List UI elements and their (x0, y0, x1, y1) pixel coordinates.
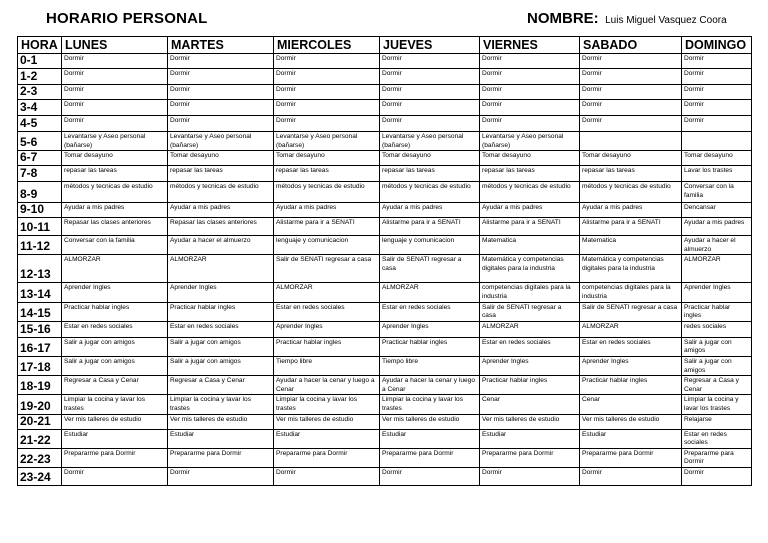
activity-cell-domingo: Prepararme para Dormir (682, 448, 752, 467)
activity-cell-jueves: Dormir (380, 100, 480, 116)
activity-cell-jueves: Estudiar (380, 429, 480, 448)
activity-cell-miercoles: Limpiar la cocina y lavar los trastes (274, 395, 380, 414)
activity-cell-domingo: Dormir (682, 100, 752, 116)
activity-cell-viernes: métodos y tecnicas de estudio (480, 182, 580, 203)
activity-cell-domingo: Aprender Ingles (682, 283, 752, 302)
activity-cell-jueves: Estar en redes sociales (380, 302, 480, 321)
activity-cell-viernes: Levantarse y Aseo personal (bañarse) (480, 132, 580, 151)
activity-cell-sabado: Estar en redes sociales (580, 337, 682, 356)
hour-cell: 3-4 (18, 100, 62, 116)
activity-cell-sabado: Practicar hablar ingles (580, 376, 682, 395)
activity-cell-martes: Levantarse y Aseo personal (bañarse) (168, 132, 274, 151)
table-row (18, 236, 752, 255)
activity-cell-miercoles: Tiempo libre (274, 356, 380, 375)
activity-cell-sabado: ALMORZAR (580, 321, 682, 337)
table-row (18, 54, 752, 69)
table-row (18, 166, 752, 182)
activity-cell-jueves: Dormir (380, 467, 480, 485)
activity-cell-domingo: Dormir (682, 69, 752, 85)
activity-cell-jueves: Dormir (380, 69, 480, 85)
activity-cell-jueves: Tomar desayuno (380, 151, 480, 166)
table-row (18, 116, 752, 132)
hour-cell: 22-23 (18, 448, 62, 467)
activity-cell-lunes: Salir a jugar con amigos (62, 337, 168, 356)
column-header-domingo: DOMINGO (682, 37, 752, 54)
activity-cell-martes: Dormir (168, 116, 274, 132)
activity-cell-martes: Dormir (168, 467, 274, 485)
column-header-jueves: JUEVES (380, 37, 480, 54)
table-row (18, 85, 752, 100)
activity-cell-miercoles: Dormir (274, 85, 380, 100)
activity-cell-martes: Dormir (168, 69, 274, 85)
activity-cell-jueves: lenguaje y comunicacion (380, 236, 480, 255)
activity-cell-viernes: ALMORZAR (480, 321, 580, 337)
name-value: Luis Miguel Vasquez Coora (605, 15, 727, 26)
activity-cell-miercoles: Dormir (274, 467, 380, 485)
activity-cell-jueves: Ayudar a mis padres (380, 203, 480, 218)
activity-cell-sabado (580, 132, 682, 151)
activity-cell-sabado: Salir de SENATI regresar a casa (580, 302, 682, 321)
activity-cell-viernes: competencias digitales para la industria (480, 283, 580, 302)
activity-cell-viernes: Matemática y competencias digitales para la industria (480, 255, 580, 283)
table-row (18, 448, 752, 467)
activity-cell-lunes: Tomar desayuno (62, 151, 168, 166)
table-row (18, 337, 752, 356)
table-row (18, 100, 752, 116)
hour-cell: 17-18 (18, 356, 62, 375)
activity-cell-sabado: métodos y tecnicas de estudio (580, 182, 682, 203)
hour-cell: 6-7 (18, 151, 62, 166)
activity-cell-martes: Ayudar a hacer el almuerzo (168, 236, 274, 255)
activity-cell-miercoles: lenguaje y comunicacion (274, 236, 380, 255)
activity-cell-lunes: Dormir (62, 69, 168, 85)
name-label: NOMBRE: (527, 10, 599, 27)
hour-cell: 10-11 (18, 218, 62, 236)
activity-cell-jueves: Levantarse y Aseo personal (bañarse) (380, 132, 480, 151)
hour-cell: 8-9 (18, 182, 62, 203)
table-row (18, 255, 752, 283)
activity-cell-miercoles: repasar las tareas (274, 166, 380, 182)
activity-cell-domingo: Salir a jugar con amigos (682, 356, 752, 375)
hour-cell: 21-22 (18, 429, 62, 448)
activity-cell-lunes: Ver mis talleres de estudio (62, 414, 168, 429)
activity-cell-lunes: Levantarse y Aseo personal (bañarse) (62, 132, 168, 151)
table-row (18, 203, 752, 218)
activity-cell-viernes: Dormir (480, 100, 580, 116)
activity-cell-jueves: Dormir (380, 54, 480, 69)
activity-cell-domingo: Dormir (682, 54, 752, 69)
activity-cell-domingo: Limpiar la cocina y lavar los trastes (682, 395, 752, 414)
activity-cell-sabado: repasar las tareas (580, 166, 682, 182)
table-row (18, 302, 752, 321)
activity-cell-lunes: Prepararme para Dormir (62, 448, 168, 467)
activity-cell-viernes: Alistarme para ir a SENATI (480, 218, 580, 236)
activity-cell-domingo: Ayudar a mis padres (682, 218, 752, 236)
activity-cell-domingo: Practicar hablar ingles (682, 302, 752, 321)
activity-cell-miercoles: ALMORZAR (274, 283, 380, 302)
hour-cell: 9-10 (18, 203, 62, 218)
activity-cell-martes: Ver mis talleres de estudio (168, 414, 274, 429)
activity-cell-jueves: Ayudar a hacer la cenar y luego a Cenar (380, 376, 480, 395)
activity-cell-lunes: Dormir (62, 100, 168, 116)
activity-cell-domingo: Tomar desayuno (682, 151, 752, 166)
activity-cell-domingo: Dormir (682, 85, 752, 100)
hour-cell: 14-15 (18, 302, 62, 321)
activity-cell-domingo: Dormir (682, 116, 752, 132)
hour-cell: 0-1 (18, 54, 62, 69)
activity-cell-miercoles: Salir de SENATI regresar a casa (274, 255, 380, 283)
hour-cell: 2-3 (18, 85, 62, 100)
activity-cell-sabado: Estudiar (580, 429, 682, 448)
activity-cell-sabado: Prepararme para Dormir (580, 448, 682, 467)
hour-cell: 15-16 (18, 321, 62, 337)
activity-cell-miercoles: Levantarse y Aseo personal (bañarse) (274, 132, 380, 151)
table-row (18, 69, 752, 85)
activity-cell-jueves: Alistarme para ir a SENATI (380, 218, 480, 236)
activity-cell-viernes: Aprender Ingles (480, 356, 580, 375)
activity-cell-lunes: Dormir (62, 116, 168, 132)
activity-cell-jueves: Salir de SENATI regresar a casa (380, 255, 480, 283)
activity-cell-lunes: Dormir (62, 467, 168, 485)
activity-cell-sabado: Tomar desayuno (580, 151, 682, 166)
activity-cell-jueves: Prepararme para Dormir (380, 448, 480, 467)
activity-cell-lunes: Regresar a Casa y Cenar (62, 376, 168, 395)
activity-cell-viernes: Dormir (480, 69, 580, 85)
activity-cell-domingo: Estar en redes sociales (682, 429, 752, 448)
table-row (18, 218, 752, 236)
activity-cell-miercoles: Estudiar (274, 429, 380, 448)
activity-cell-jueves: repasar las tareas (380, 166, 480, 182)
activity-cell-sabado: Dormir (580, 100, 682, 116)
activity-cell-jueves: Ver mis talleres de estudio (380, 414, 480, 429)
activity-cell-lunes: Conversar con la familia (62, 236, 168, 255)
activity-cell-martes: ALMORZAR (168, 255, 274, 283)
schedule-table (17, 36, 752, 486)
activity-cell-lunes: Estudiar (62, 429, 168, 448)
activity-cell-martes: repasar las tareas (168, 166, 274, 182)
table-row (18, 356, 752, 375)
activity-cell-martes: Estar en redes sociales (168, 321, 274, 337)
activity-cell-viernes: Prepararme para Dormir (480, 448, 580, 467)
activity-cell-sabado: Ver mis talleres de estudio (580, 414, 682, 429)
activity-cell-viernes: Dormir (480, 116, 580, 132)
hour-cell: 18-19 (18, 376, 62, 395)
column-header-miercoles: MIERCOLES (274, 37, 380, 54)
activity-cell-martes: Repasar las clases anteriores (168, 218, 274, 236)
activity-cell-miercoles: Prepararme para Dormir (274, 448, 380, 467)
activity-cell-miercoles: Aprender Ingles (274, 321, 380, 337)
column-header-lunes: LUNES (62, 37, 168, 54)
activity-cell-domingo: Dormir (682, 467, 752, 485)
activity-cell-domingo: Salir a jugar con amigos (682, 337, 752, 356)
activity-cell-lunes: Aprender Ingles (62, 283, 168, 302)
schedule-body (18, 54, 752, 486)
activity-cell-sabado: Matemática y competencias digitales para la industria (580, 255, 682, 283)
activity-cell-domingo: Lavar los trastes (682, 166, 752, 182)
column-header-martes: MARTES (168, 37, 274, 54)
table-row (18, 151, 752, 166)
hour-cell: 23-24 (18, 467, 62, 485)
activity-cell-miercoles: Dormir (274, 100, 380, 116)
activity-cell-martes: Dormir (168, 85, 274, 100)
activity-cell-sabado: Aprender Ingles (580, 356, 682, 375)
activity-cell-viernes: Dormir (480, 54, 580, 69)
activity-cell-jueves: Dormir (380, 116, 480, 132)
activity-cell-jueves: Dormir (380, 85, 480, 100)
activity-cell-viernes: Ayudar a mis padres (480, 203, 580, 218)
activity-cell-domingo: Conversar con la familia (682, 182, 752, 203)
hour-cell: 5-6 (18, 132, 62, 151)
table-row (18, 395, 752, 414)
activity-cell-martes: Regresar a Casa y Cenar (168, 376, 274, 395)
activity-cell-viernes: repasar las tareas (480, 166, 580, 182)
activity-cell-miercoles: Dormir (274, 69, 380, 85)
activity-cell-viernes: Estar en redes sociales (480, 337, 580, 356)
activity-cell-miercoles: métodos y tecnicas de estudio (274, 182, 380, 203)
activity-cell-viernes: Matematica (480, 236, 580, 255)
activity-cell-miercoles: Estar en redes sociales (274, 302, 380, 321)
activity-cell-domingo: Ayudar a hacer el almuerzo (682, 236, 752, 255)
activity-cell-viernes: Tomar desayuno (480, 151, 580, 166)
activity-cell-jueves: Aprender Ingles (380, 321, 480, 337)
hour-cell: 7-8 (18, 166, 62, 182)
activity-cell-jueves: Practicar hablar ingles (380, 337, 480, 356)
table-row (18, 467, 752, 485)
activity-cell-lunes: repasar las tareas (62, 166, 168, 182)
activity-cell-miercoles: Ver mis talleres de estudio (274, 414, 380, 429)
activity-cell-sabado: Dormir (580, 69, 682, 85)
activity-cell-sabado: Dormir (580, 116, 682, 132)
activity-cell-domingo: Dencansar (682, 203, 752, 218)
activity-cell-viernes: Practicar hablar ingles (480, 376, 580, 395)
activity-cell-lunes: Practicar hablar ingles (62, 302, 168, 321)
activity-cell-lunes: Limpiar la cocina y lavar los trastes (62, 395, 168, 414)
activity-cell-domingo: Relajarse (682, 414, 752, 429)
name-block (527, 10, 727, 28)
activity-cell-sabado: Dormir (580, 54, 682, 69)
table-row (18, 414, 752, 429)
hour-cell: 12-13 (18, 255, 62, 283)
activity-cell-lunes: Salir a jugar con amigos (62, 356, 168, 375)
hour-cell: 13-14 (18, 283, 62, 302)
hour-cell: 19-20 (18, 395, 62, 414)
table-row (18, 182, 752, 203)
hour-cell: 16-17 (18, 337, 62, 356)
activity-cell-sabado: Ayudar a mis padres (580, 203, 682, 218)
activity-cell-martes: Dormir (168, 100, 274, 116)
activity-cell-sabado: Alistarme para ir a SENATI (580, 218, 682, 236)
table-row (18, 132, 752, 151)
activity-cell-martes: Practicar hablar ingles (168, 302, 274, 321)
activity-cell-viernes: Dormir (480, 467, 580, 485)
activity-cell-lunes: Dormir (62, 85, 168, 100)
activity-cell-miercoles: Tomar desayuno (274, 151, 380, 166)
activity-cell-jueves: ALMORZAR (380, 283, 480, 302)
activity-cell-martes: Prepararme para Dormir (168, 448, 274, 467)
activity-cell-domingo: Regresar a Casa y Cenar (682, 376, 752, 395)
table-row (18, 283, 752, 302)
hour-cell: 20-21 (18, 414, 62, 429)
column-header-viernes: VIERNES (480, 37, 580, 54)
activity-cell-martes: Limpiar la cocina y lavar los trastes (168, 395, 274, 414)
hour-cell: 11-12 (18, 236, 62, 255)
activity-cell-martes: Salir a jugar con amigos (168, 356, 274, 375)
activity-cell-martes: Salir a jugar con amigos (168, 337, 274, 356)
activity-cell-martes: Estudiar (168, 429, 274, 448)
activity-cell-martes: Aprender Ingles (168, 283, 274, 302)
activity-cell-miercoles: Alistarme para ir a SENATI (274, 218, 380, 236)
activity-cell-jueves: Tiempo libre (380, 356, 480, 375)
activity-cell-lunes: Ayudar a mis padres (62, 203, 168, 218)
table-row (18, 376, 752, 395)
column-header-hora: HORA (18, 37, 62, 54)
activity-cell-martes: métodos y tecnicas de estudio (168, 182, 274, 203)
hour-cell: 4-5 (18, 116, 62, 132)
activity-cell-miercoles: Ayudar a mis padres (274, 203, 380, 218)
activity-cell-miercoles: Dormir (274, 54, 380, 69)
activity-cell-viernes: Cenar (480, 395, 580, 414)
column-header-sabado: SABADO (580, 37, 682, 54)
activity-cell-lunes: ALMORZAR (62, 255, 168, 283)
activity-cell-martes: Ayudar a mis padres (168, 203, 274, 218)
activity-cell-miercoles: Practicar hablar ingles (274, 337, 380, 356)
activity-cell-lunes: Estar en redes sociales (62, 321, 168, 337)
activity-cell-jueves: Limpiar la cocina y lavar los trastes (380, 395, 480, 414)
activity-cell-sabado: competencias digitales para la industria (580, 283, 682, 302)
document-title: HORARIO PERSONAL (46, 10, 208, 27)
activity-cell-sabado: Matematica (580, 236, 682, 255)
activity-cell-miercoles: Ayudar a hacer la cenar y luego a Cenar (274, 376, 380, 395)
activity-cell-viernes: Estudiar (480, 429, 580, 448)
activity-cell-lunes: Dormir (62, 54, 168, 69)
activity-cell-viernes: Ver mis talleres de estudio (480, 414, 580, 429)
activity-cell-sabado: Dormir (580, 467, 682, 485)
header-row (18, 37, 752, 54)
table-row (18, 429, 752, 448)
activity-cell-domingo: redes sociales (682, 321, 752, 337)
activity-cell-lunes: métodos y tecnicas de estudio (62, 182, 168, 203)
activity-cell-sabado: Dormir (580, 85, 682, 100)
activity-cell-viernes: Dormir (480, 85, 580, 100)
activity-cell-martes: Tomar desayuno (168, 151, 274, 166)
hour-cell: 1-2 (18, 69, 62, 85)
activity-cell-domingo: ALMORZAR (682, 255, 752, 283)
activity-cell-miercoles: Dormir (274, 116, 380, 132)
activity-cell-martes: Dormir (168, 54, 274, 69)
activity-cell-viernes: Salir de SENATI regresar a casa (480, 302, 580, 321)
activity-cell-lunes: Repasar las clases anteriores (62, 218, 168, 236)
activity-cell-jueves: métodos y tecnicas de estudio (380, 182, 480, 203)
table-row (18, 321, 752, 337)
activity-cell-domingo (682, 132, 752, 151)
activity-cell-sabado: Cenar (580, 395, 682, 414)
